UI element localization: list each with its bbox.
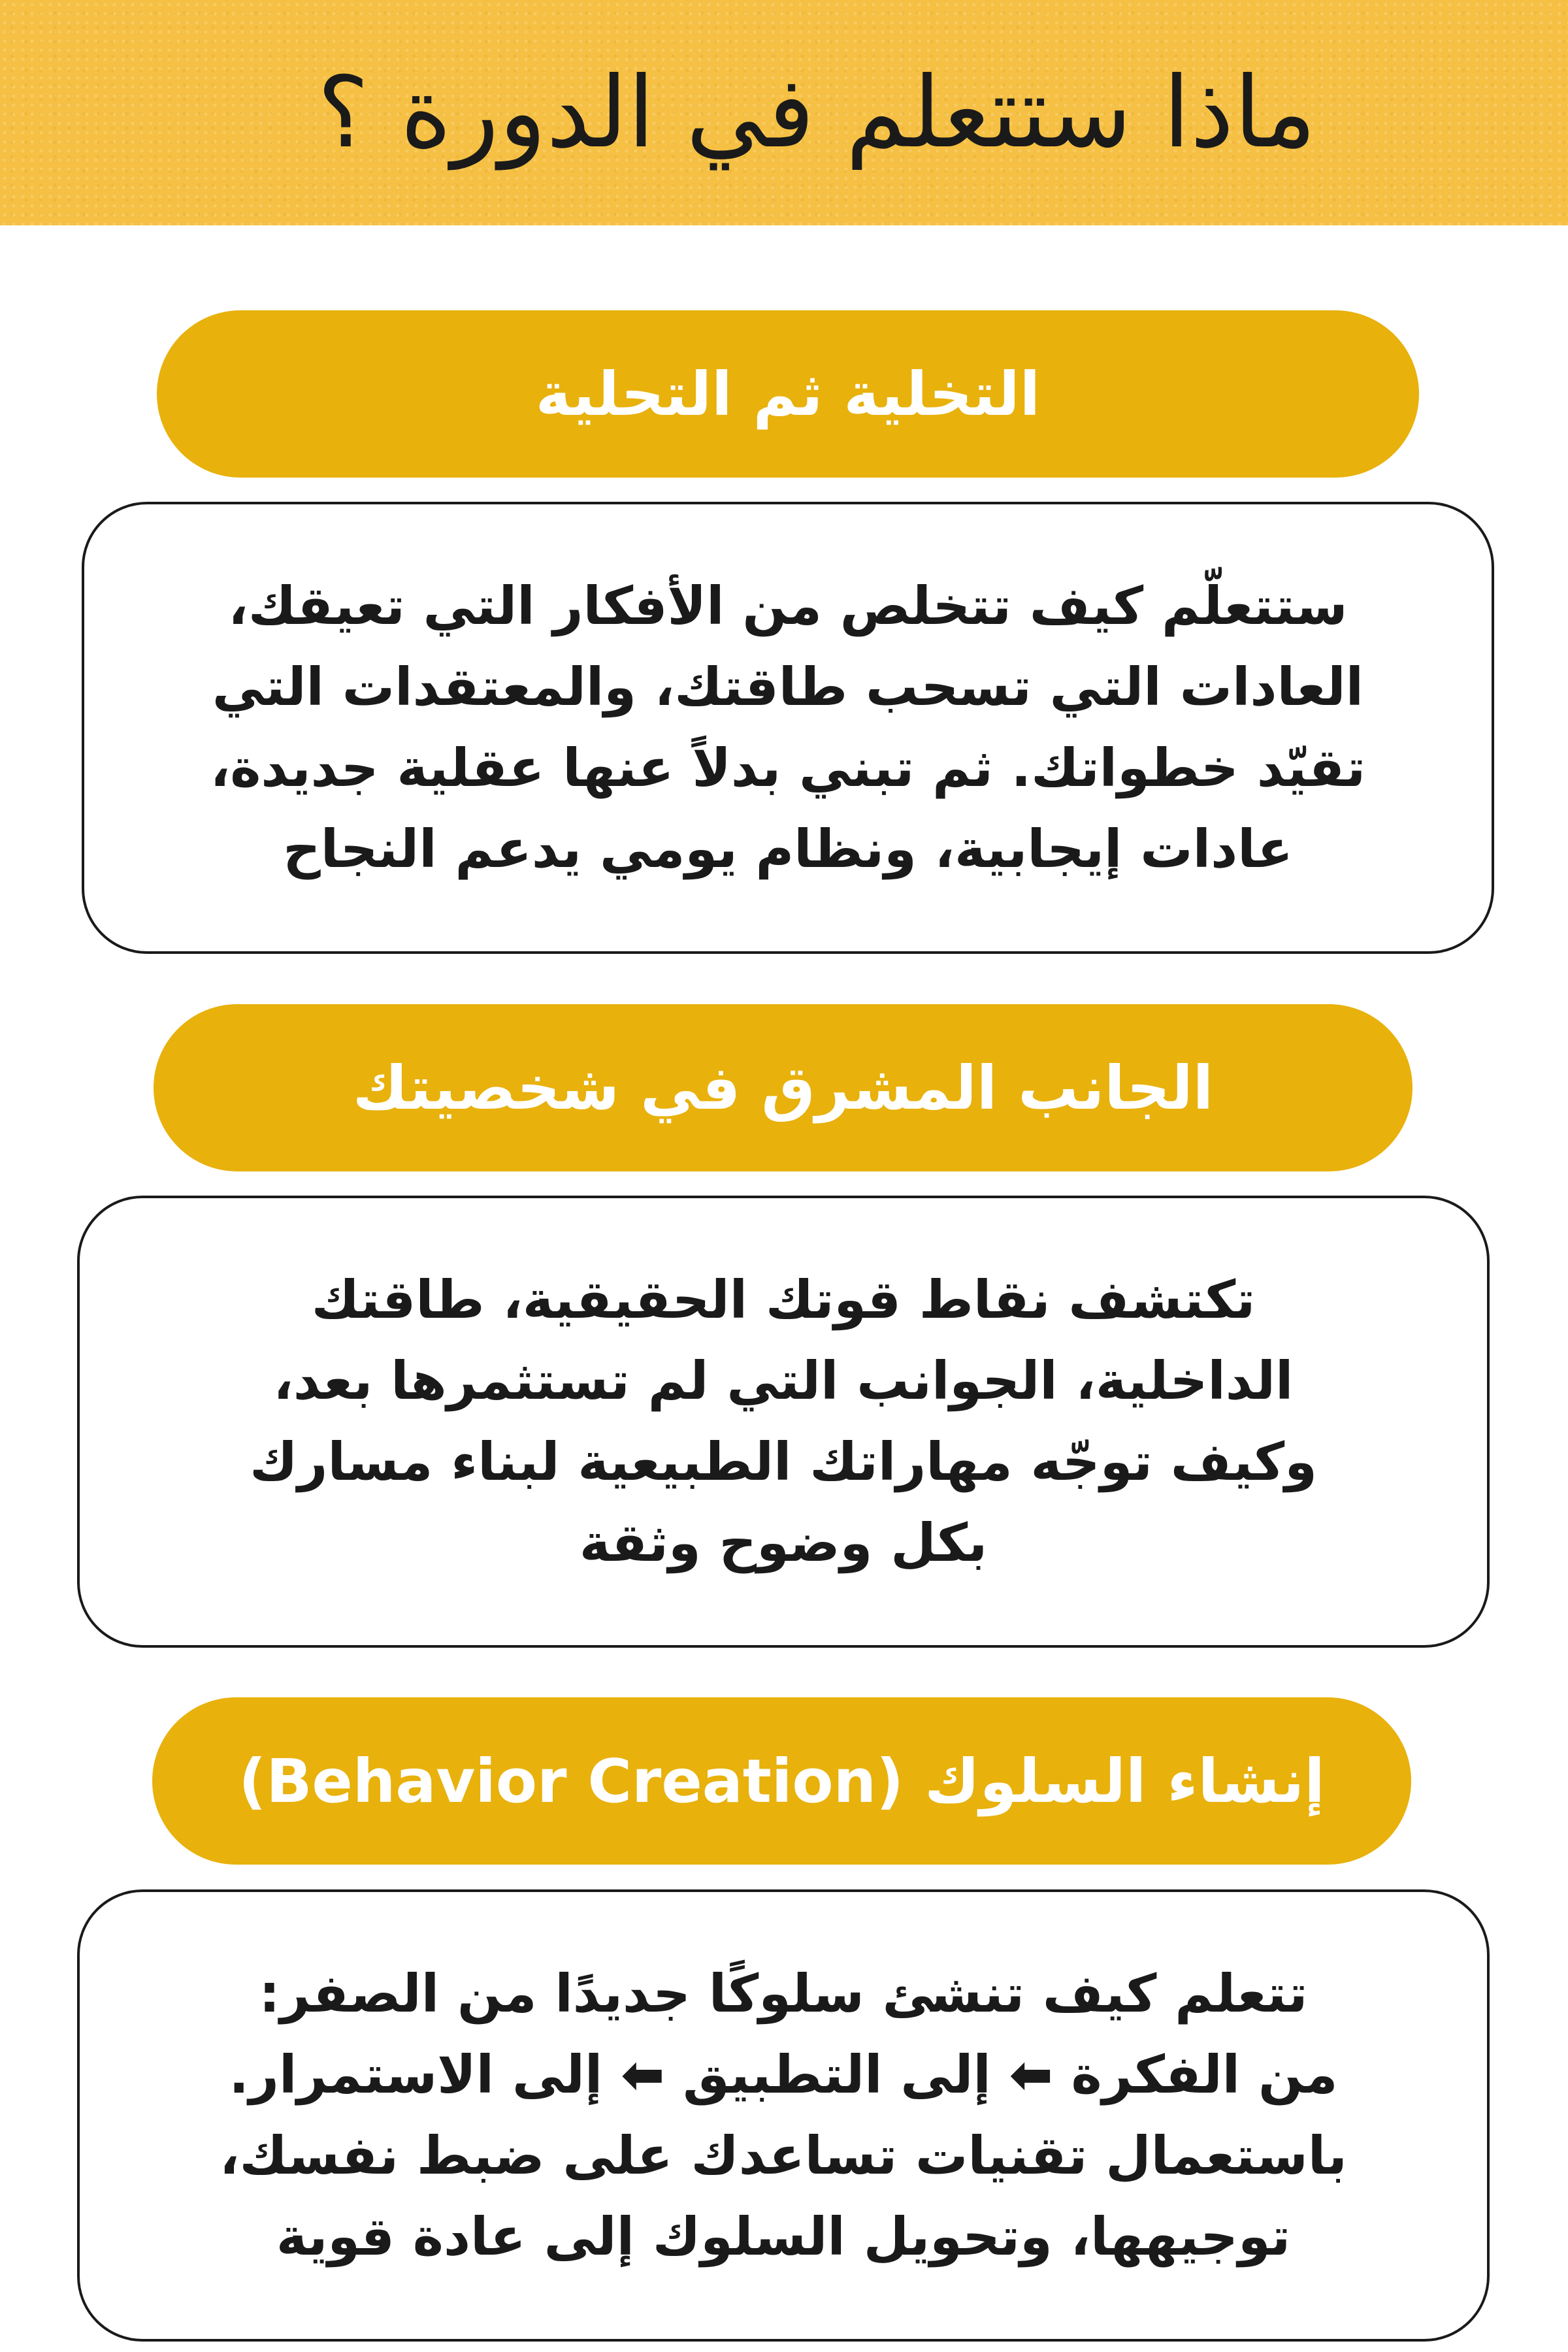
section-heading-bright-side [154,1004,1413,1171]
body-line: تتعلم كيف تنشئ سلوكًا جديدًا من الصفر: [259,1963,1308,2024]
body-line: العادات التي تسحب طاقتك، والمعتقدات التي [212,657,1364,717]
section-body [210,566,1365,890]
section-body [220,1953,1347,2278]
body-line: باستعمال تقنيات تساعدك على ضبط نفسك، [220,2125,1347,2186]
body-line: بكل وضوح وثقة [579,1512,988,1573]
body-line: تكتشف نقاط قوتك الحقيقية، طاقتك [311,1269,1256,1330]
section-heading-label: الجانب المشرق في شخصيتك [352,1053,1214,1123]
section-heading-label: التخلية ثم التحلية [535,359,1041,429]
body-line: الداخلية، الجوانب التي لم تستثمرها بعد، [273,1350,1294,1411]
section-heading-label: إنشاء السلوك (Behavior Creation) [238,1746,1325,1816]
body-line: ستتعلّم كيف تتخلص من الأفكار التي تعيقك، [228,576,1348,636]
section-body [250,1260,1317,1584]
body-line: تقيّد خطواتك. ثم تبني بدلاً عنها عقلية جديدة، [210,738,1366,798]
body-line: وكيف توجّه مهاراتك الطبيعية لبناء مسارك [250,1431,1317,1492]
section-card-bright-side [77,1196,1490,1648]
section-card-detox [82,502,1494,954]
section-heading-behavior-creation [152,1697,1411,1865]
section-card-behavior-creation [77,1889,1490,2342]
body-line: من الفكرة ⬅ إلى التطبيق ⬅ إلى الاستمرار. [229,2044,1338,2105]
page-title: ماذا ستتعلم في الدورة ؟ [317,56,1316,170]
body-line: عادات إيجابية، ونظام يومي يدعم النجاح [283,819,1293,879]
body-line: توجيهها، وتحويل السلوك إلى عادة قوية [276,2206,1291,2267]
section-heading-detox [157,310,1419,478]
